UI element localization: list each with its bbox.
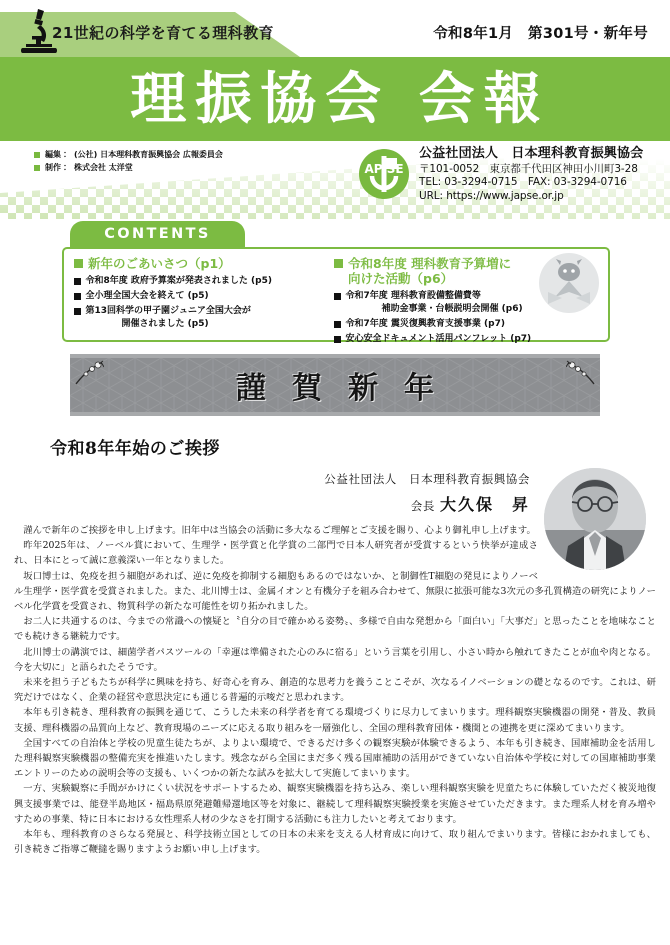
- article: [0, 416, 670, 857]
- square-bullet-icon: [334, 321, 341, 328]
- square-bullet-icon: [334, 293, 341, 300]
- square-bullet-icon: [74, 259, 83, 268]
- article-body: [14, 523, 656, 857]
- title-band: [0, 57, 670, 141]
- contents-heading-right-line2: 向けた活動（p6）: [348, 271, 454, 286]
- contents-item[interactable]: [334, 318, 598, 331]
- square-bullet-icon: [34, 165, 40, 171]
- new-year-banner: [70, 354, 600, 416]
- contents-column-right: [334, 256, 598, 348]
- signature-role: 会長: [410, 499, 435, 513]
- mascot-illustration-icon: [538, 252, 600, 314]
- contents-item[interactable]: [74, 305, 334, 331]
- contents-item[interactable]: [74, 290, 334, 303]
- contents-heading-right-line1: 令和8年度 理科教育予算増に: [348, 256, 512, 271]
- article-paragraph: 未来を担う子どもたちが科学に興味を持ち、好奇心を育み、創造的な思考力を養うことこそが、次なるイノベーションの礎となるのです。これは、研究だけではなく、企業の経営や意思決定にも通じる普遍的示唆だと思われます。: [14, 677, 656, 704]
- article-paragraph: 北川博士の講演では、細菌学者パスツールの「幸運は準備された心のみに宿る」という言葉を引用し、小さい時から触れてきたことが血や肉となる。今を大切に」と語られたそうです。: [14, 646, 656, 673]
- contents-item-label-cont: 補助金事業・台帳説明会開催 (p6): [381, 304, 523, 314]
- square-bullet-icon: [334, 336, 341, 343]
- japse-logo-icon: [358, 148, 410, 200]
- contents-box: [62, 247, 610, 342]
- signature-person-name: 大久保 昇: [439, 495, 530, 514]
- svg-text:AP SE: AP SE: [364, 162, 404, 176]
- producer-value: 株式会社 太洋堂: [74, 163, 133, 172]
- square-bullet-icon: [74, 308, 81, 315]
- contents-item-label: 第13回科学の甲子園ジュニア全国大会が: [85, 306, 251, 316]
- contents-heading-left[interactable]: [74, 256, 334, 271]
- producer-label: 制作：: [45, 163, 69, 172]
- article-paragraph: 謹んで新年のご挨拶を申し上げます。旧年中は当協会の活動に多大なるご理解とご支援を賜り、心より御礼申し上げます。: [23, 525, 536, 536]
- organization-info: [358, 146, 643, 203]
- contents-tab: [70, 221, 245, 247]
- contents-tab-label: CONTENTS: [104, 226, 211, 242]
- org-name: 公益社団法人 日本理科教育振興協会: [419, 146, 644, 161]
- square-bullet-icon: [74, 293, 81, 300]
- contents-section: [0, 221, 670, 346]
- contents-item-label-cont: 開催されました (p5): [121, 319, 209, 329]
- contents-heading-left-label: 新年のごあいさつ（p1）: [88, 256, 231, 271]
- square-bullet-icon: [74, 278, 81, 285]
- author-portrait: [544, 468, 646, 570]
- contents-column-left: [74, 256, 334, 348]
- contents-item[interactable]: [334, 333, 598, 346]
- publisher-info: [34, 148, 223, 174]
- square-bullet-icon: [34, 152, 40, 158]
- article-paragraph: 昨年2025年は、ノーベル賞において、生理学・医学賞と化学賞の二部門で日本人研究者が受賞するという快挙が達成され、日本にとって誠に意義深い一年となりました。: [14, 540, 538, 567]
- contents-item[interactable]: [74, 275, 334, 288]
- article-paragraph: 本年も、理科教育のさらなる発展と、科学技術立国としての日本の未来を支える人材育成に向けて、取り組んでまいります。皆様におかれましても、引き続きご指導ご鞭撻を賜りますようお願い申し上げます。: [14, 829, 656, 856]
- org-url[interactable]: URL: https://www.japse.or.jp: [419, 189, 564, 202]
- contents-item-label: 令和7年度 震災復興教育支援事業 (p7): [345, 319, 505, 329]
- editor-row: [34, 148, 223, 161]
- top-bar: [0, 0, 670, 57]
- issue-number: 令和8年1月 第301号・新年号: [433, 26, 648, 42]
- article-paragraph: 全国すべての自治体と学校の児童生徒たちが、よりよい環境で、できるだけ多くの観察実験が体験できるよう、本年も引き続き、国庫補助金を活用した理科観察実験機器の整備充実を推進いたします。残念ながら全国にまだ多く残る国庫補助の活用ができていない自治体や学校に対しての国庫補助事業エントリーのための説明会等の支援も、いくつかの新たな試みを拡大して実施してまいります。: [14, 737, 656, 780]
- signature-name-row: [14, 492, 530, 515]
- contents-item-label: 令和8年度 政府予算案が発表されました (p5): [85, 276, 272, 286]
- producer-row: [34, 161, 223, 174]
- org-phone: TEL: 03-3294-0715 FAX: 03-3294-0716: [419, 176, 627, 189]
- square-bullet-icon: [334, 259, 343, 268]
- signature-org: 公益社団法人 日本理科教育振興協会: [324, 472, 530, 486]
- article-title: 令和8年年始のご挨拶: [50, 439, 220, 459]
- portrait-photo-icon: [544, 468, 646, 570]
- header-tagline: 21世紀の科学を育てる理科教育: [52, 24, 274, 42]
- article-paragraph: 本年も引き続き、理科教育の振興を通じて、こうした未来の科学者を育てる環境づくりに尽力してまいります。理科観察実験機器の開発・普及、教員支援、理科機器の品質向上など、教育現場のニーズに応える取り組みを一層強化し、全国の理科教育団体・機関との連携を更に深めてまいります。: [14, 707, 656, 734]
- page-title: 理振協会 会報: [130, 66, 549, 132]
- masthead: [0, 141, 670, 219]
- article-paragraph: 一方、実験観察に手間がかけにくい状況をサポートするため、観察実験機器を持ち込み、楽しい理科観察実験を児童たちに体験していただく被災地復興支援事業では、能登半島地区・福島県原発避難帰還地区等を対象に、継続して理科観察実験授業を実施させていただきます。また理系人材を育み増やすための事業、特に日本における女性理系人材の少なさを打開する活動にも注力したいと考えております。: [14, 783, 656, 825]
- new-year-greeting: 謹賀新年: [236, 371, 460, 406]
- contents-item-label: 安心安全ドキュメント活用パンフレット (p7): [345, 334, 532, 344]
- contents-item-label: 令和7年度 理科教育設備整備費等: [345, 291, 481, 301]
- article-paragraph: 坂口博士は、免疫を担う細胞があれば、逆に免疫を抑制する細胞もあるのではないか、と制御性T細胞の発見によりノーベル生理学・医学賞を受賞されました。また、北川博士は、金属イオンと有機分子を組み合わせて、無限に拡張可能な3次元の多孔質構造の研究によりノーベル化学賞を受賞され、物質科学の新たな可能性を切り拓かれました。: [14, 570, 656, 613]
- editor-label: 編集：: [45, 150, 69, 159]
- org-address: 〒101-0052 東京都千代田区神田小川町3-28: [419, 162, 638, 175]
- article-paragraph: お二人に共通するのは、今までの常識への懐疑と〝自分の目で確かめる姿勢〟、多様で自由な発想から「面白い」「大事だ」と思ったことを地味なことでも続けきる継続力です。: [14, 616, 656, 643]
- contents-item-label: 全小理全国大会を終えて (p5): [85, 291, 209, 301]
- editor-value: (公社) 日本理科教育振興協会 広報委員会: [74, 150, 223, 159]
